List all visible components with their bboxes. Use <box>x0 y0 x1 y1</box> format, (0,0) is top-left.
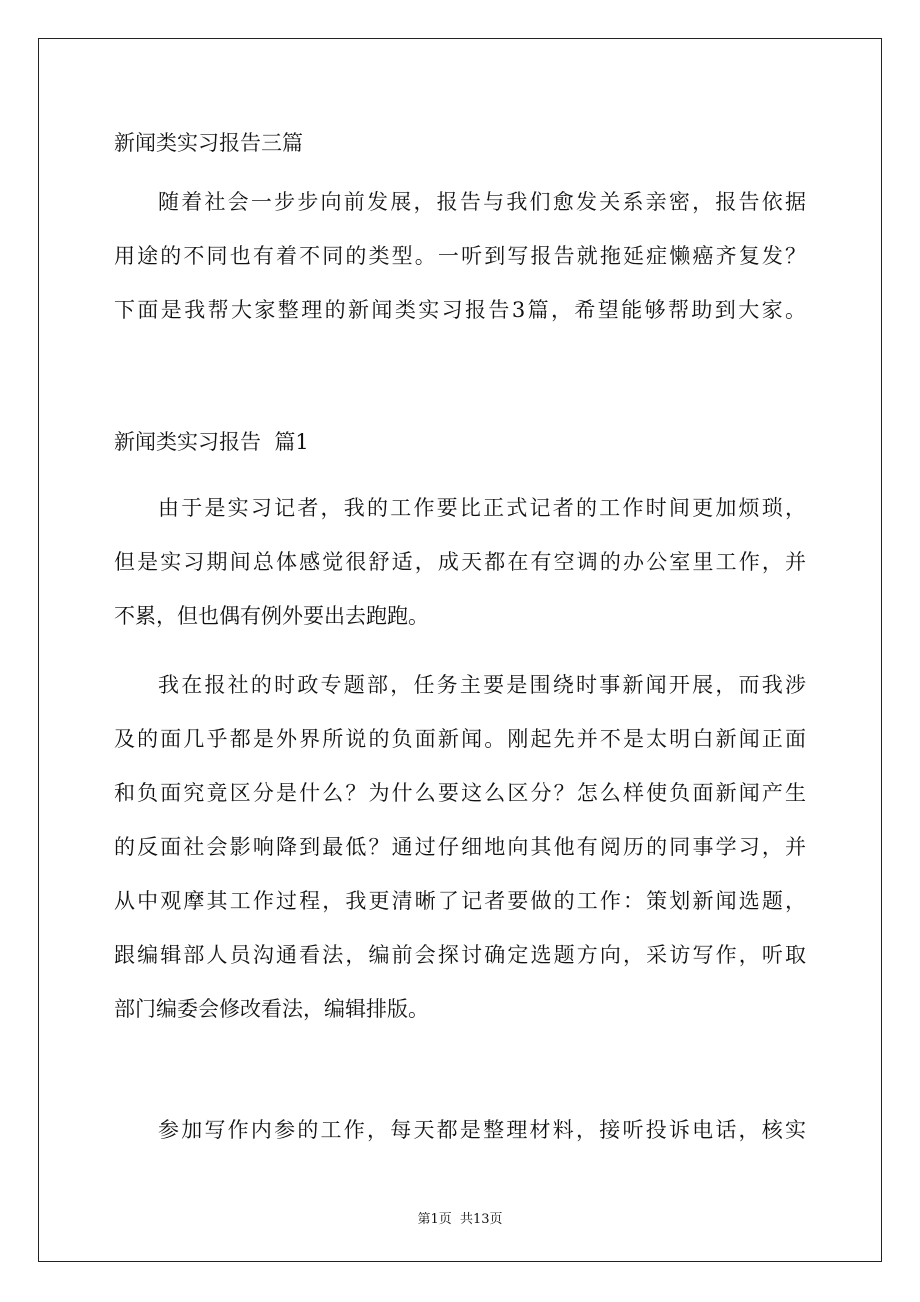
paragraph-line: 参加写作内参的工作，每天都是整理材料，接听投诉电话，核实 <box>158 1118 806 1142</box>
section-heading: 新闻类实习报告 篇1 <box>114 430 309 454</box>
paragraph-line: 的反面社会影响降到最低？通过仔细地向其他有阅历的同事学习，并 <box>114 835 806 859</box>
page-number-footer: 第1页 共13页 <box>417 1212 503 1227</box>
intro-line: 随着社会一步步向前发展，报告与我们愈发关系亲密，报告依据 <box>158 190 806 214</box>
paragraph-line: 但是实习期间总体感觉很舒适，成天都在有空调的办公室里工作，并 <box>114 550 806 574</box>
paragraph-line: 部门编委会修改看法，编辑排版。 <box>114 997 429 1021</box>
document-title: 新闻类实习报告三篇 <box>114 131 303 155</box>
intro-line: 下面是我帮大家整理的新闻类实习报告3篇，希望能够帮助到大家。 <box>114 298 806 322</box>
paragraph-line: 跟编辑部人员沟通看法，编前会探讨确定选题方向，采访写作，听取 <box>114 943 806 967</box>
intro-line: 用途的不同也有着不同的类型。一听到写报告就拖延症懒癌齐复发？ <box>114 244 806 268</box>
page-border <box>38 38 882 1262</box>
paragraph-line: 及的面几乎都是外界所说的负面新闻。刚起先并不是太明白新闻正面 <box>114 727 806 751</box>
paragraph-line: 从中观摩其工作过程，我更清晰了记者要做的工作：策划新闻选题， <box>114 889 806 913</box>
paragraph-line: 不累，但也偶有例外要出去跑跑。 <box>114 604 429 628</box>
paragraph-line: 我在报社的时政专题部，任务主要是围绕时事新闻开展，而我涉 <box>158 673 806 697</box>
paragraph-line: 由于是实习记者，我的工作要比正式记者的工作时间更加烦琐， <box>158 496 806 520</box>
paragraph-line: 和负面究竟区分是什么？为什么要这么区分？怎么样使负面新闻产生 <box>114 781 806 805</box>
